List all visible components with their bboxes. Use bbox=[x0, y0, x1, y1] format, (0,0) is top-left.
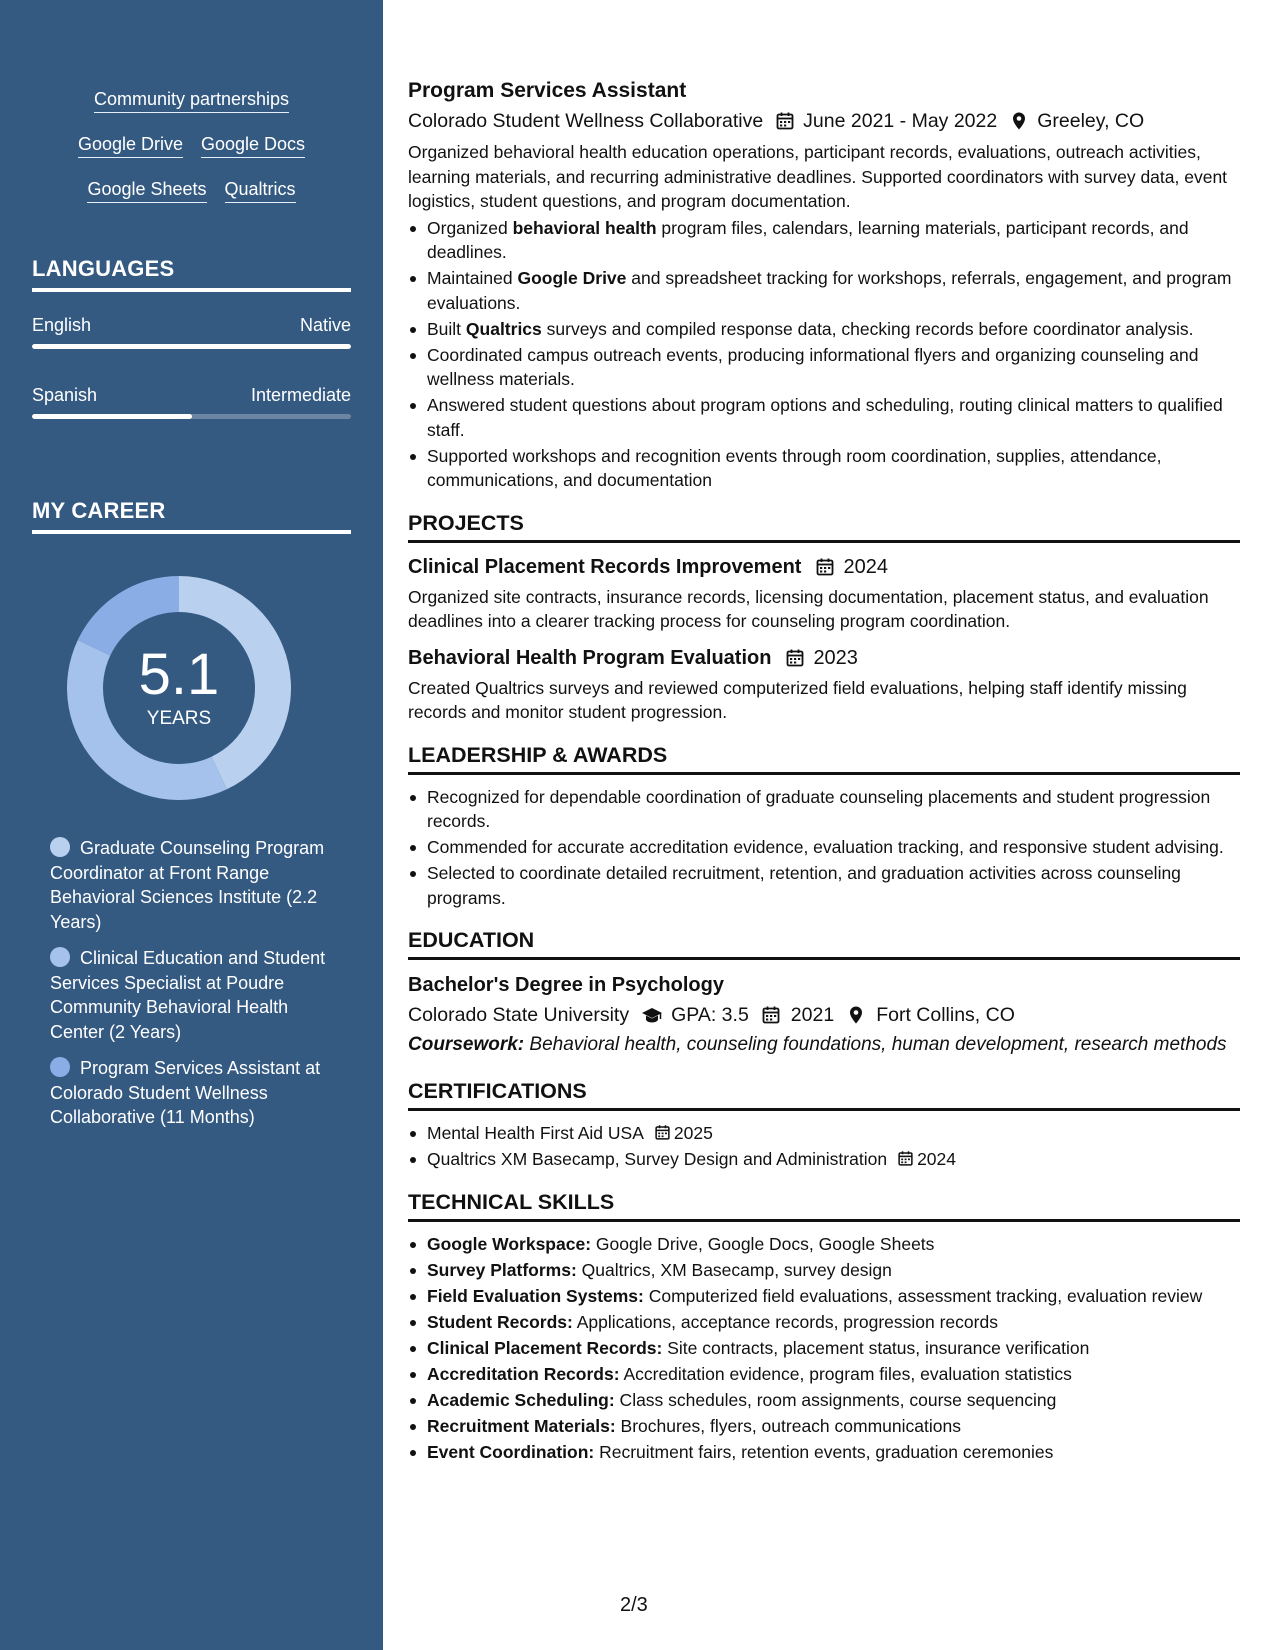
degree: Bachelor's Degree in Psychology bbox=[408, 974, 724, 996]
language-level: Intermediate bbox=[250, 385, 351, 405]
gpa: GPA: 3.5 bbox=[671, 1004, 749, 1026]
career-heading: MY CAREER bbox=[32, 498, 351, 534]
list-item: Selected to coordinate detailed recruitment, retention, and graduation activities across counseling programs. bbox=[408, 861, 1240, 910]
project-description: Created Qualtrics surveys and reviewed computerized field evaluations, helping staff identify missing records and monitor student progression. bbox=[408, 677, 1187, 722]
list-item: Organized behavioral health program files, calendars, learning materials, participant records, and deadlines. bbox=[408, 216, 1240, 265]
school-location: Fort Collins, CO bbox=[876, 1004, 1015, 1026]
organization: Colorado Student Wellness Collaborative bbox=[408, 110, 764, 132]
job-dates: June 2021 - May 2022 bbox=[803, 110, 998, 132]
list-item: Built Qualtrics surveys and compiled response data, checking records before coordinator analysis. bbox=[408, 317, 1240, 342]
coursework: Coursework: Behavioral health, counseling foundations, human development, research methods bbox=[408, 1034, 1227, 1055]
skills-list bbox=[408, 1232, 1240, 1465]
graduation-cap-icon bbox=[641, 1005, 663, 1025]
job-meta bbox=[408, 106, 1240, 136]
sidebar bbox=[0, 0, 383, 1650]
education-meta bbox=[408, 1000, 1240, 1030]
legend-dot bbox=[50, 837, 70, 857]
education-entry bbox=[408, 970, 1240, 1057]
list-item: Survey Platforms: Qualtrics, XM Basecamp, survey design bbox=[408, 1258, 1240, 1283]
skill-tag: Community partnerships bbox=[94, 88, 289, 113]
experience-entry bbox=[408, 76, 1240, 493]
list-item: Coordinated campus outreach events, producing informational flyers and organizing counseling and wellness materials. bbox=[408, 343, 1240, 392]
list-item: Accreditation Records: Accreditation evidence, program files, evaluation statistics bbox=[408, 1362, 1240, 1387]
skill-tag: Google Docs bbox=[201, 133, 305, 158]
job-location: Greeley, CO bbox=[1037, 110, 1145, 132]
job-summary: Organized behavioral health education operations, participant records, evaluations, outreach activities, learning materials, and recurring administrative deadlines. Supported coordinators with survey data, event logistics, student questions, and program documentation. bbox=[408, 142, 1228, 211]
language-english bbox=[32, 314, 351, 349]
list-item: Qualtrics XM Basecamp, Survey Design and Administration 2024 bbox=[408, 1147, 1240, 1172]
list-item: Answered student questions about program options and scheduling, routing clinical matters to qualified staff. bbox=[408, 393, 1240, 442]
calendar-icon bbox=[775, 111, 795, 131]
job-title: Program Services Assistant bbox=[408, 79, 687, 102]
calendar-icon bbox=[815, 557, 835, 577]
language-name: English bbox=[32, 315, 92, 335]
list-item: Academic Scheduling: Class schedules, room assignments, course sequencing bbox=[408, 1388, 1240, 1413]
list-item: Student Records: Applications, acceptance records, progression records bbox=[408, 1310, 1240, 1335]
project-description: Organized site contracts, insurance records, licensing documentation, placement status, and evaluation deadlines into a clearer tracking process for counseling program coordination. bbox=[408, 586, 1209, 631]
language-level: Native bbox=[299, 315, 351, 335]
list-item: Recruitment Materials: Brochures, flyers, outreach communications bbox=[408, 1414, 1240, 1439]
list-item: Maintained Google Drive and spreadsheet tracking for workshops, referrals, engagement, and program evaluations. bbox=[408, 266, 1240, 315]
career-total-unit: YEARS bbox=[146, 708, 212, 729]
calendar-icon bbox=[761, 1005, 783, 1025]
certifications-list bbox=[408, 1121, 1240, 1172]
certifications-heading: CERTIFICATIONS bbox=[408, 1079, 1240, 1111]
page-number: 2/3 bbox=[620, 1594, 648, 1616]
project-year: 2023 bbox=[813, 646, 858, 669]
career-list bbox=[50, 836, 330, 1142]
tag-row bbox=[0, 178, 383, 203]
list-item: Recognized for dependable coordination of graduate counseling placements and student progression records. bbox=[408, 785, 1240, 834]
language-spanish bbox=[32, 384, 351, 419]
list-item: Clinical Placement Records: Site contracts, placement status, insurance verification bbox=[408, 1336, 1240, 1361]
calendar-icon bbox=[654, 1124, 671, 1141]
school: Colorado State University bbox=[408, 1004, 630, 1026]
career-item: Program Services Assistant at Colorado Student Wellness Collaborative (11 Months) bbox=[50, 1058, 321, 1127]
language-bar bbox=[32, 344, 351, 349]
skill-tag: Qualtrics bbox=[225, 178, 296, 203]
project-entry bbox=[408, 553, 1240, 634]
list-item: Supported workshops and recognition events through room coordination, supplies, attendance, communications, and documentation bbox=[408, 444, 1240, 493]
education-heading: EDUCATION bbox=[408, 928, 1240, 960]
technical-skills-heading: TECHNICAL SKILLS bbox=[408, 1190, 1240, 1222]
career-total bbox=[66, 575, 292, 801]
project-name: Behavioral Health Program Evaluation bbox=[408, 646, 772, 669]
language-bar-fill bbox=[32, 344, 351, 349]
project-name: Clinical Placement Records Improvement bbox=[408, 555, 802, 578]
main-content bbox=[408, 76, 1240, 1466]
legend-dot bbox=[50, 947, 70, 967]
leadership-list bbox=[408, 785, 1240, 911]
career-item: Graduate Counseling Program Coordinator at Front Range Behavioral Sciences Institute (2.2 Years) bbox=[50, 838, 325, 932]
calendar-icon bbox=[785, 648, 805, 668]
language-bar-fill bbox=[32, 414, 192, 419]
list-item: Google Workspace: Google Drive, Google Docs, Google Sheets bbox=[408, 1232, 1240, 1257]
career-item: Clinical Education and Student Services Specialist at Poudre Community Behavioral Health Center (2 Years) bbox=[50, 948, 326, 1042]
project-entry bbox=[408, 644, 1240, 725]
location-pin-icon bbox=[846, 1005, 868, 1025]
language-name: Spanish bbox=[32, 385, 98, 405]
languages-heading: LANGUAGES bbox=[32, 256, 351, 292]
location-pin-icon bbox=[1009, 111, 1029, 131]
list-item: Commended for accurate accreditation evidence, evaluation tracking, and responsive student advising. bbox=[408, 835, 1240, 860]
skill-tag: Google Sheets bbox=[87, 178, 206, 203]
list-item: Mental Health First Aid USA 2025 bbox=[408, 1121, 1240, 1146]
projects-heading: PROJECTS bbox=[408, 511, 1240, 543]
calendar-icon bbox=[897, 1150, 914, 1167]
graduation-year: 2021 bbox=[790, 1004, 835, 1026]
tag-row bbox=[0, 133, 383, 158]
leadership-heading: LEADERSHIP & AWARDS bbox=[408, 743, 1240, 775]
skill-tags bbox=[0, 88, 383, 223]
legend-dot bbox=[50, 1057, 70, 1077]
project-year: 2024 bbox=[843, 555, 888, 578]
tag-row bbox=[0, 88, 383, 113]
skill-tag: Google Drive bbox=[78, 133, 183, 158]
career-total-value: 5.1 bbox=[138, 642, 220, 707]
job-bullets bbox=[408, 216, 1240, 493]
list-item: Event Coordination: Recruitment fairs, retention events, graduation ceremonies bbox=[408, 1440, 1240, 1465]
list-item: Field Evaluation Systems: Computerized field evaluations, assessment tracking, evaluation review bbox=[408, 1284, 1240, 1309]
language-bar bbox=[32, 414, 351, 419]
